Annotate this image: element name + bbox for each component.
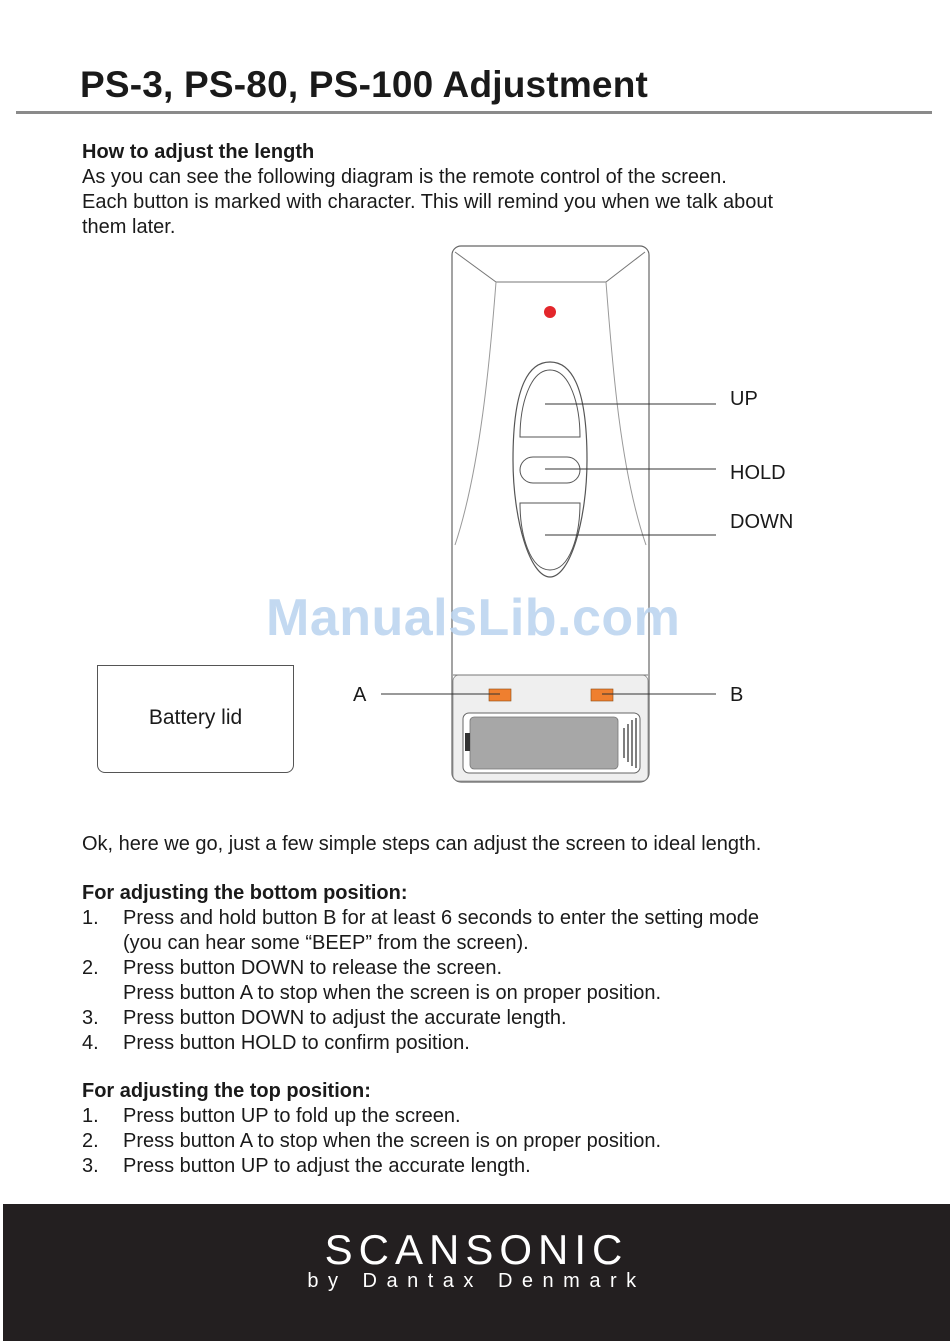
bottom-section-heading: For adjusting the bottom position: [82, 882, 408, 904]
step-text: Press button UP to fold up the screen. [123, 1105, 461, 1127]
battery-terminal [465, 733, 470, 751]
list-item [82, 1031, 759, 1056]
step-number: 1. [82, 907, 99, 929]
step-text: (you can hear some “BEEP” from the screen). [123, 932, 529, 954]
a-label: A [353, 684, 367, 706]
step-text: Press button A to stop when the screen is on proper position. [123, 982, 662, 1004]
step-number: 3. [82, 1155, 99, 1177]
step-number: 2. [82, 1130, 99, 1152]
step-text: Press button A to stop when the screen is on proper position. [123, 1130, 662, 1152]
list-item [82, 1154, 661, 1179]
intro-section [82, 140, 882, 240]
down-label: DOWN [730, 511, 794, 533]
brand-byline: by Dantax Denmark [307, 1270, 646, 1292]
footer-banner [3, 1204, 950, 1341]
list-item [82, 1104, 661, 1129]
step-number: 1. [82, 1105, 99, 1127]
step-text: Press button DOWN to release the screen. [123, 957, 503, 979]
step-number: 3. [82, 1007, 99, 1029]
intro-line: As you can see the following diagram is the remote control of the screen. [82, 166, 727, 188]
list-item [82, 1006, 759, 1031]
step-number: 2. [82, 957, 99, 979]
top-section-heading: For adjusting the top position: [82, 1080, 371, 1102]
battery-cell [470, 717, 618, 769]
intro-line: them later. [82, 216, 176, 238]
list-item [82, 956, 759, 1006]
up-label: UP [730, 388, 758, 410]
top-steps-list [82, 1104, 661, 1179]
title-divider [16, 111, 932, 114]
led-indicator [544, 306, 556, 318]
transition-text: Ok, here we go, just a few simple steps can adjust the screen to ideal length. [82, 833, 762, 855]
intro-heading: How to adjust the length [82, 141, 315, 163]
step-number: 4. [82, 1032, 99, 1054]
hold-label: HOLD [730, 462, 786, 484]
step-text: Press button UP to adjust the accurate length. [123, 1155, 531, 1177]
battery-lid-label: Battery lid [148, 706, 243, 729]
page-title: PS-3, PS-80, PS-100 Adjustment [80, 64, 649, 105]
step-text: Press button HOLD to confirm position. [123, 1032, 470, 1054]
list-item [82, 906, 759, 956]
watermark: ManualsLib.com [266, 589, 681, 647]
a-button [489, 689, 511, 701]
b-button [591, 689, 613, 701]
brand-logo: SCANSONIC [324, 1226, 629, 1273]
step-text: Press button DOWN to adjust the accurate length. [123, 1007, 567, 1029]
battery-lid [97, 665, 294, 773]
list-item [82, 1129, 661, 1154]
step-text: Press and hold button B for at least 6 seconds to enter the setting mode [123, 907, 759, 929]
b-label: B [730, 684, 744, 706]
hold-button [520, 457, 580, 483]
bottom-steps-list [82, 906, 759, 1056]
intro-line: Each button is marked with character. This will remind you when we talk about [82, 191, 774, 213]
